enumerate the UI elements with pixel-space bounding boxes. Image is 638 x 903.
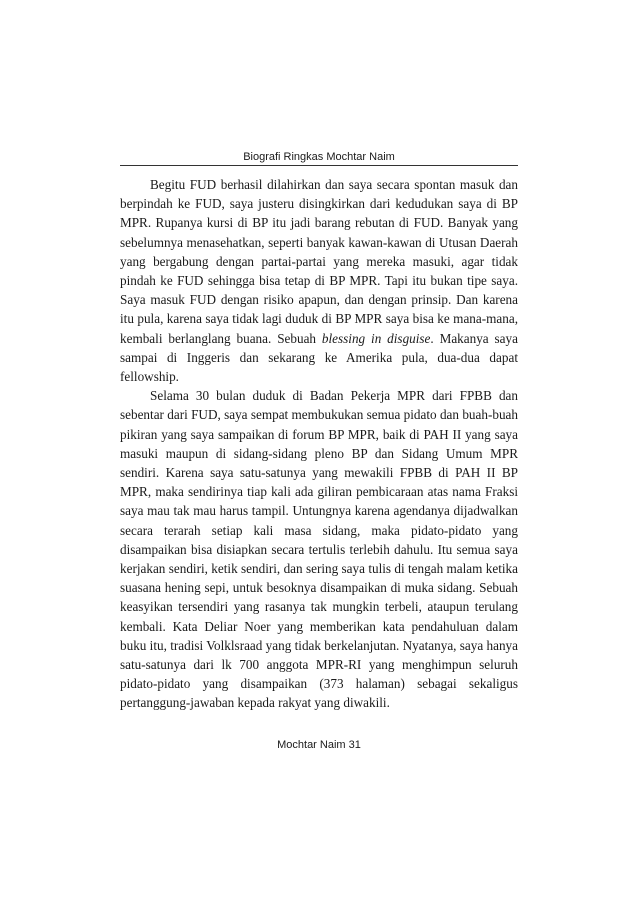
- paragraph-1: [120, 175, 518, 386]
- paragraph-1-text-a: Begitu FUD berhasil dilahirkan dan saya secara spontan masuk dan berpindah ke FUD, saya justeru disingkirkan dari kedudukan saya di BP MPR. Rupanya kursi di BP itu jadi barang rebutan di FUD. Banyak yang sebelumnya menasehatkan, seperti banyak kawan-kawan di Utusan Daerah yang bergabung dengan partai-partai yang mereka masuki, agar tidak pindah ke FUD sehingga bisa tetap di BP MPR. Tapi itu bukan tipe saya. Saya masuk FUD dengan risiko apapun, dan dengan prinsip. Dan karena itu pula, karena saya tidak lagi duduk di BP MPR saya bisa ke mana-mana, kembali berlanglang buana. Sebuah: [120, 177, 518, 346]
- header-divider: [120, 165, 518, 166]
- paragraph-1-text-b: . Makanya saya sampai di Inggeris dan sekarang ke Amerika pula, dua-dua dapat fellowship.: [120, 330, 518, 385]
- body-text: [120, 175, 518, 713]
- paragraph-2: Selama 30 bulan duduk di Badan Pekerja MPR dari FPBB dan sebentar dari FUD, saya sempat membukukan semua pidato dan buah-buah pikiran yang saya sampaikan di forum BP MPR, baik di PAH II yang saya masuki maupun di sidang-sidang pleno BP dan Sidang Umum MPR sendiri. Karena saya satu-satunya yang mewakili FPBB di PAH II BP MPR, maka sendirinya tiap kali ada giliran pembicaraan atas nama Fraksi saya mau tak mau harus tampil. Untungnya karena agendanya dijadwalkan secara terarah setiap kali masa sidang, maka pidato-pidato yang disampaikan bisa disiapkan secara tertulis terlebih dahulu. Itu semua saya kerjakan sendiri, ketik sendiri, dan sering saya tulis di tengah malam ketika suasana hening sepi, untuk besoknya disampaikan di muka sidang. Sebuah keasyikan tersendiri yang rasanya tak mungkin terbeli, ataupun terulang kembali. Kata Deliar Noer yang memberikan kata pendahuluan dalam buku itu, tradisi Volklsraad yang tidak berkelanjutan. Nyatanya, saya hanya satu-satunya dari lk 700 anggota MPR-RI yang menghimpun seluruh pidato-pidato yang disampaikan (373 halaman) sebagai sekaligus pertanggung-jawaban kepada rakyat yang diwakili.: [120, 388, 518, 711]
- paragraph-1-italic-phrase: blessing in disguise: [321, 330, 431, 346]
- running-header: Biografi Ringkas Mochtar Naim: [243, 151, 395, 163]
- page-footer: Mochtar Naim 31: [277, 739, 361, 751]
